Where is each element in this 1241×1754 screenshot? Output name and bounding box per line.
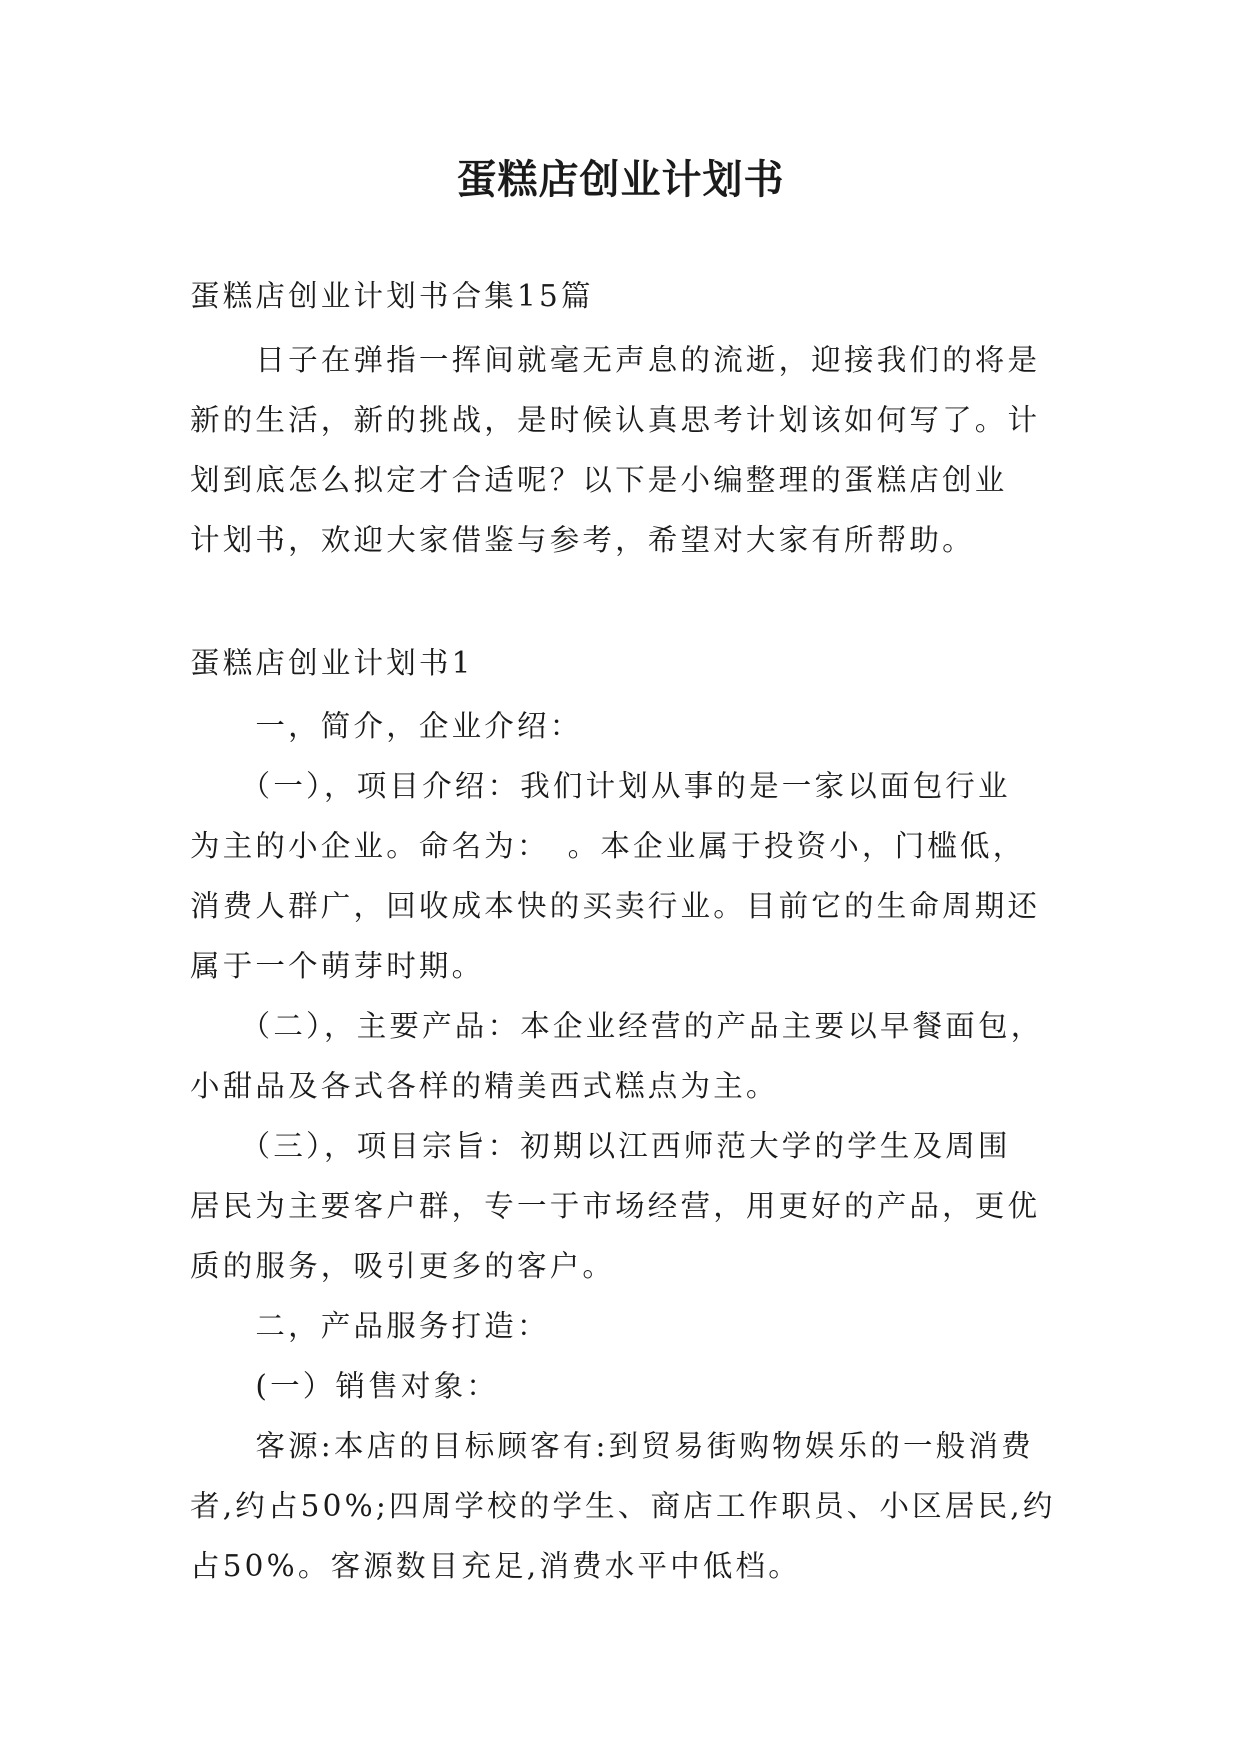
paragraph-line: 属于一个萌芽时期。 — [190, 949, 485, 983]
paragraph-line: 二，产品服务打造： — [190, 1309, 550, 1343]
paragraph-line: 客源:本店的目标顾客有:到贸易街购物娱乐的一般消费 — [190, 1429, 1034, 1463]
paragraph-line: 计划书，欢迎大家借鉴与参考，希望对大家有所帮助。 — [190, 523, 975, 557]
paragraph-line: 新的生活，新的挑战，是时候认真思考计划该如何写了。计 — [190, 403, 1041, 437]
paragraph-line: 划到底怎么拟定才合适呢？以下是小编整理的蛋糕店创业 — [190, 463, 1008, 497]
paragraph-line: 日子在弹指一挥间就毫无声息的流逝，迎接我们的将是 — [190, 343, 1041, 377]
paragraph-line: 者,约占50%;四周学校的学生、商店工作职员、小区居民,约 — [190, 1489, 1056, 1523]
paragraph-line: 质的服务，吸引更多的客户。 — [190, 1249, 616, 1283]
paragraph-line: （一），项目介绍：我们计划从事的是一家以面包行业 — [190, 769, 1011, 803]
paragraph-line: 小甜品及各式各样的精美西式糕点为主。 — [190, 1069, 779, 1103]
paragraph-line: 消费人群广，回收成本快的买卖行业。目前它的生命周期还 — [190, 889, 1041, 923]
collection-heading: 蛋糕店创业计划书合集15篇 — [190, 279, 594, 313]
paragraph-line: (一）销售对象： — [190, 1369, 500, 1403]
document-title: 蛋糕店创业计划书 — [456, 157, 785, 203]
paragraph-line: 占50%。客源数目充足,消费水平中低档。 — [190, 1549, 801, 1583]
paragraph-line: 为主的小企业。命名为： 。本企业属于投资小，门槛低， — [190, 829, 1026, 863]
paragraph-line: 一，简介，企业介绍： — [190, 709, 583, 743]
intro-paragraph — [190, 330, 1050, 570]
paragraph-line: （二），主要产品：本企业经营的产品主要以早餐面包， — [190, 1009, 1044, 1043]
paragraph-line: （三），项目宗旨：初期以江西师范大学的学生及周围 — [190, 1129, 1011, 1163]
section-body — [190, 696, 1056, 1596]
section-heading: 蛋糕店创业计划书1 — [190, 646, 474, 680]
paragraph-line: 居民为主要客户群，专一于市场经营，用更好的产品，更优 — [190, 1189, 1041, 1223]
